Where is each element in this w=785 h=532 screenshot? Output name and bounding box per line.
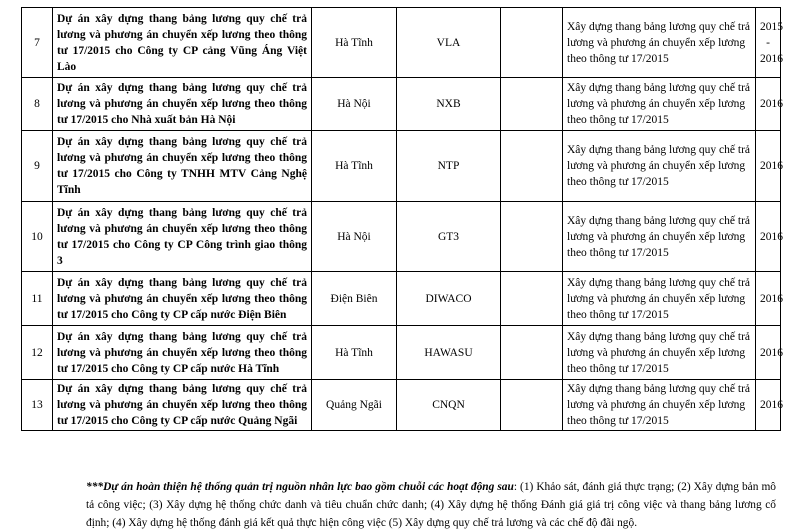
empty-cell — [501, 326, 563, 380]
row-number: 9 — [22, 131, 53, 202]
table-row — [22, 202, 781, 272]
project-name: Dự án xây dựng thang bảng lương quy chế trả lương và phương án chuyển xếp lương theo thông tư 17/2015 cho Công ty CP cấp nước Quảng Ngãi — [53, 380, 312, 431]
row-number: 12 — [22, 326, 53, 380]
project-year: 2016 — [756, 326, 781, 380]
table-row — [22, 131, 781, 202]
client-code: GT3 — [397, 202, 501, 272]
project-location: Hà Tĩnh — [312, 8, 397, 78]
table-row — [22, 272, 781, 326]
project-name: Dự án xây dựng thang bảng lương quy chế trả lương và phương án chuyển xếp lương theo thông tư 17/2015 cho Công ty CP cấp nước Hà Tĩnh — [53, 326, 312, 380]
project-location: Hà Nội — [312, 202, 397, 272]
client-code: VLA — [397, 8, 501, 78]
project-location: Điện Biên — [312, 272, 397, 326]
project-scope: Xây dựng thang bảng lương quy chế trả lương và phương án chuyển xếp lương theo thông tư 17/2015 — [563, 78, 756, 131]
project-location: Quảng Ngãi — [312, 380, 397, 431]
project-year: 2016 — [756, 202, 781, 272]
row-number: 13 — [22, 380, 53, 431]
project-scope: Xây dựng thang bảng lương quy chế trả lương và phương án chuyển xếp lương theo thông tư 17/2015 — [563, 326, 756, 380]
project-name: Dự án xây dựng thang bảng lương quy chế trả lương và phương án chuyển xếp lương theo thông tư 17/2015 cho Công ty CP Công trình giao thông 3 — [53, 202, 312, 272]
project-year: 2016 — [756, 131, 781, 202]
project-year: 2016 — [756, 78, 781, 131]
project-year: 2015 - 2016 — [756, 8, 781, 78]
project-name: Dự án xây dựng thang bảng lương quy chế trả lương và phương án chuyển xếp lương theo thông tư 17/2015 cho Công ty CP cấp nước Điện Biên — [53, 272, 312, 326]
client-code: HAWASU — [397, 326, 501, 380]
footnote-lead: ***Dự án hoàn thiện hệ thống quản trị nguồn nhân lực bao gồm chuỗi các hoạt động sau — [86, 481, 514, 494]
client-code: NXB — [397, 78, 501, 131]
project-location: Hà Nội — [312, 78, 397, 131]
row-number: 10 — [22, 202, 53, 272]
footnote — [86, 478, 776, 532]
empty-cell — [501, 78, 563, 131]
empty-cell — [501, 380, 563, 431]
row-number: 8 — [22, 78, 53, 131]
project-scope: Xây dựng thang bảng lương quy chế trả lương và phương án chuyển xếp lương theo thông tư 17/2015 — [563, 380, 756, 431]
project-location: Hà Tĩnh — [312, 131, 397, 202]
table-row — [22, 8, 781, 78]
project-year: 2016 — [756, 272, 781, 326]
empty-cell — [501, 8, 563, 78]
project-location: Hà Tĩnh — [312, 326, 397, 380]
empty-cell — [501, 272, 563, 326]
footnote-body: : (1) Khảo sát, đánh giá thực trạng; (2) Xây dựng bản mô tả công việc; (3) Xây dựng hệ thống chức danh và tiêu chuẩn chức danh; (4) Xây dựng hệ thống Đánh giá giá trị công việc và thang bảng lương cố định; (4) Xây dựng hệ thống đánh giá kết quả thực hiện công việc (5) Xây dựng quy chế trả lương và các chế độ đãi ngộ. — [86, 481, 777, 530]
row-number: 7 — [22, 8, 53, 78]
client-code: DIWACO — [397, 272, 501, 326]
project-name: Dự án xây dựng thang bảng lương quy chế trả lương và phương án chuyển xếp lương theo thông tư 17/2015 cho Công ty TNHH MTV Cảng Nghệ Tĩnh — [53, 131, 312, 202]
empty-cell — [501, 131, 563, 202]
client-code: NTP — [397, 131, 501, 202]
client-code: CNQN — [397, 380, 501, 431]
project-name: Dự án xây dựng thang bảng lương quy chế trả lương và phương án chuyển xếp lương theo thông tư 17/2015 cho Nhà xuất bản Hà Nội — [53, 78, 312, 131]
project-scope: Xây dựng thang bảng lương quy chế trả lương và phương án chuyển xếp lương theo thông tư 17/2015 — [563, 131, 756, 202]
row-number: 11 — [22, 272, 53, 326]
empty-cell — [501, 202, 563, 272]
table-row — [22, 78, 781, 131]
projects-table — [21, 7, 781, 431]
project-scope: Xây dựng thang bảng lương quy chế trả lương và phương án chuyển xếp lương theo thông tư 17/2015 — [563, 202, 756, 272]
table-row — [22, 380, 781, 431]
project-name: Dự án xây dựng thang bảng lương quy chế trả lương và phương án chuyển xếp lương theo thông tư 17/2015 cho Công ty CP cảng Vũng Áng Việt Lào — [53, 8, 312, 78]
project-scope: Xây dựng thang bảng lương quy chế trả lương và phương án chuyển xếp lương theo thông tư 17/2015 — [563, 272, 756, 326]
project-scope: Xây dựng thang bảng lương quy chế trả lương và phương án chuyển xếp lương theo thông tư 17/2015 — [563, 8, 756, 78]
project-year: 2016 — [756, 380, 781, 431]
table-row — [22, 326, 781, 380]
